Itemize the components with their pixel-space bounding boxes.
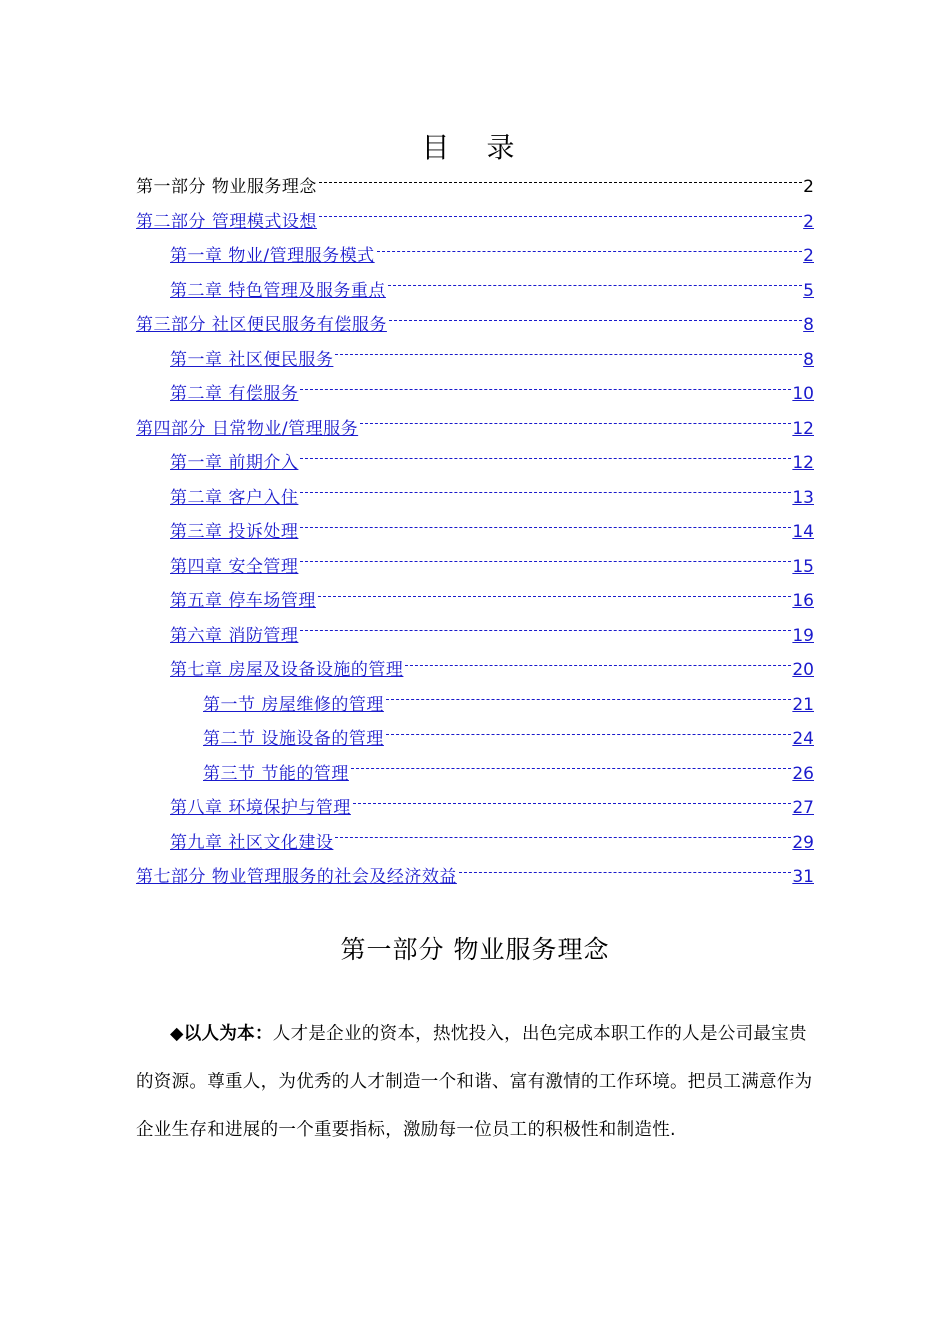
toc-entry[interactable]	[136, 688, 814, 723]
toc-page-number: 24	[792, 729, 814, 749]
toc-entry[interactable]	[136, 481, 814, 516]
toc-dot-leader	[300, 561, 791, 562]
toc-dot-leader	[318, 596, 791, 597]
toc-entry[interactable]	[136, 619, 814, 654]
toc-entry-label: 第二章 客户入住	[170, 487, 299, 508]
toc-page-number: 2	[803, 211, 814, 232]
toc-entry[interactable]	[136, 791, 814, 826]
toc-entry-label: 第二节 设施设备的管理	[203, 729, 384, 749]
toc-page-number: 21	[792, 694, 814, 715]
table-of-contents	[136, 170, 814, 895]
toc-page-number: 12	[792, 453, 814, 473]
paragraph-text: 人才是企业的资本，热忱投入，出色完成本职工作的人是公司最宝贵的资源。尊重人，为优秀的人才制造一个和谐、富有激情的工作环境。把员工满意作为企业生存和进展的一个重要指标，激励每一位员工的积极性和制造性.	[136, 1024, 813, 1140]
toc-entry-label: 第六章 消防管理	[170, 625, 299, 646]
toc-dot-leader	[300, 492, 791, 493]
toc-dot-leader	[389, 320, 802, 321]
toc-entry-label: 第二章 特色管理及服务重点	[170, 280, 386, 301]
toc-page-number: 5	[803, 280, 814, 301]
toc-title: 目 录	[421, 131, 529, 164]
toc-entry[interactable]	[136, 170, 814, 205]
toc-dot-leader	[360, 423, 791, 424]
toc-entry-label: 第一章 物业/管理服务模式	[170, 246, 375, 266]
toc-page-number: 26	[792, 763, 814, 784]
toc-page-number: 2	[803, 177, 814, 197]
toc-dot-leader	[300, 630, 791, 631]
toc-dot-leader	[335, 837, 791, 838]
toc-entry-label: 第九章 社区文化建设	[170, 832, 334, 853]
toc-dot-leader	[459, 872, 791, 873]
toc-dot-leader	[386, 734, 791, 735]
toc-dot-leader	[335, 354, 802, 355]
toc-entry-label: 第一节 房屋维修的管理	[203, 694, 384, 715]
toc-entry[interactable]	[136, 274, 814, 309]
toc-entry-label: 第一部分 物业服务理念	[136, 177, 317, 197]
toc-entry[interactable]	[136, 343, 814, 378]
toc-entry-label: 第二章 有偿服务	[170, 384, 299, 404]
toc-entry[interactable]	[136, 239, 814, 274]
toc-entry[interactable]	[136, 584, 814, 619]
toc-entry-label: 第四章 安全管理	[170, 556, 299, 577]
toc-dot-leader	[405, 665, 791, 666]
toc-dot-leader	[300, 389, 791, 390]
toc-entry[interactable]	[136, 722, 814, 757]
toc-dot-leader	[300, 458, 791, 459]
toc-dot-leader	[300, 527, 791, 528]
toc-entry-label: 第五章 停车场管理	[170, 591, 316, 611]
toc-page-number: 8	[803, 315, 814, 335]
toc-entry[interactable]	[136, 550, 814, 585]
toc-dot-leader	[319, 216, 802, 217]
toc-entry[interactable]	[136, 653, 814, 688]
toc-page-number: 12	[792, 418, 814, 439]
toc-entry-label: 第一章 前期介入	[170, 453, 299, 473]
toc-page-number: 20	[792, 660, 814, 680]
toc-entry-label: 第七章 房屋及设备设施的管理	[170, 660, 404, 680]
toc-entry[interactable]	[136, 308, 814, 343]
toc-page-number: 29	[792, 832, 814, 853]
toc-dot-leader	[377, 251, 803, 252]
toc-entry-label: 第二部分 管理模式设想	[136, 211, 317, 232]
lead-phrase: ◆以人为本：	[170, 1024, 273, 1044]
toc-page-number: 15	[792, 556, 814, 577]
toc-page-number: 31	[792, 867, 814, 887]
toc-dot-leader	[351, 768, 791, 769]
toc-page-number: 16	[792, 591, 814, 611]
section-heading: 第一部分 物业服务理念	[340, 935, 610, 964]
toc-page-number: 8	[803, 349, 814, 370]
toc-entry-label: 第四部分 日常物业/管理服务	[136, 418, 359, 439]
toc-entry-label: 第八章 环境保护与管理	[170, 798, 351, 818]
toc-page-number: 27	[792, 798, 814, 818]
toc-entry[interactable]	[136, 412, 814, 447]
toc-entry[interactable]	[136, 446, 814, 481]
toc-page-number: 2	[803, 246, 814, 266]
toc-entry[interactable]	[136, 515, 814, 550]
toc-page-number: 19	[792, 625, 814, 646]
toc-entry-label: 第三部分 社区便民服务有偿服务	[136, 315, 387, 335]
toc-dot-leader	[319, 182, 802, 183]
toc-entry-label: 第三章 投诉处理	[170, 522, 299, 542]
toc-page-number: 10	[792, 384, 814, 404]
toc-page-number: 13	[792, 487, 814, 508]
toc-entry[interactable]	[136, 205, 814, 240]
toc-dot-leader	[388, 285, 802, 286]
toc-entry-label: 第三节 节能的管理	[203, 763, 349, 784]
toc-page-number: 14	[792, 522, 814, 542]
toc-entry[interactable]	[136, 826, 814, 861]
toc-entry-label: 第七部分 物业管理服务的社会及经济效益	[136, 867, 457, 887]
body-paragraph	[136, 1010, 814, 1154]
toc-entry-label: 第一章 社区便民服务	[170, 349, 334, 370]
toc-dot-leader	[386, 699, 791, 700]
toc-entry[interactable]	[136, 860, 814, 895]
toc-entry[interactable]	[136, 757, 814, 792]
toc-entry[interactable]	[136, 377, 814, 412]
toc-dot-leader	[353, 803, 791, 804]
